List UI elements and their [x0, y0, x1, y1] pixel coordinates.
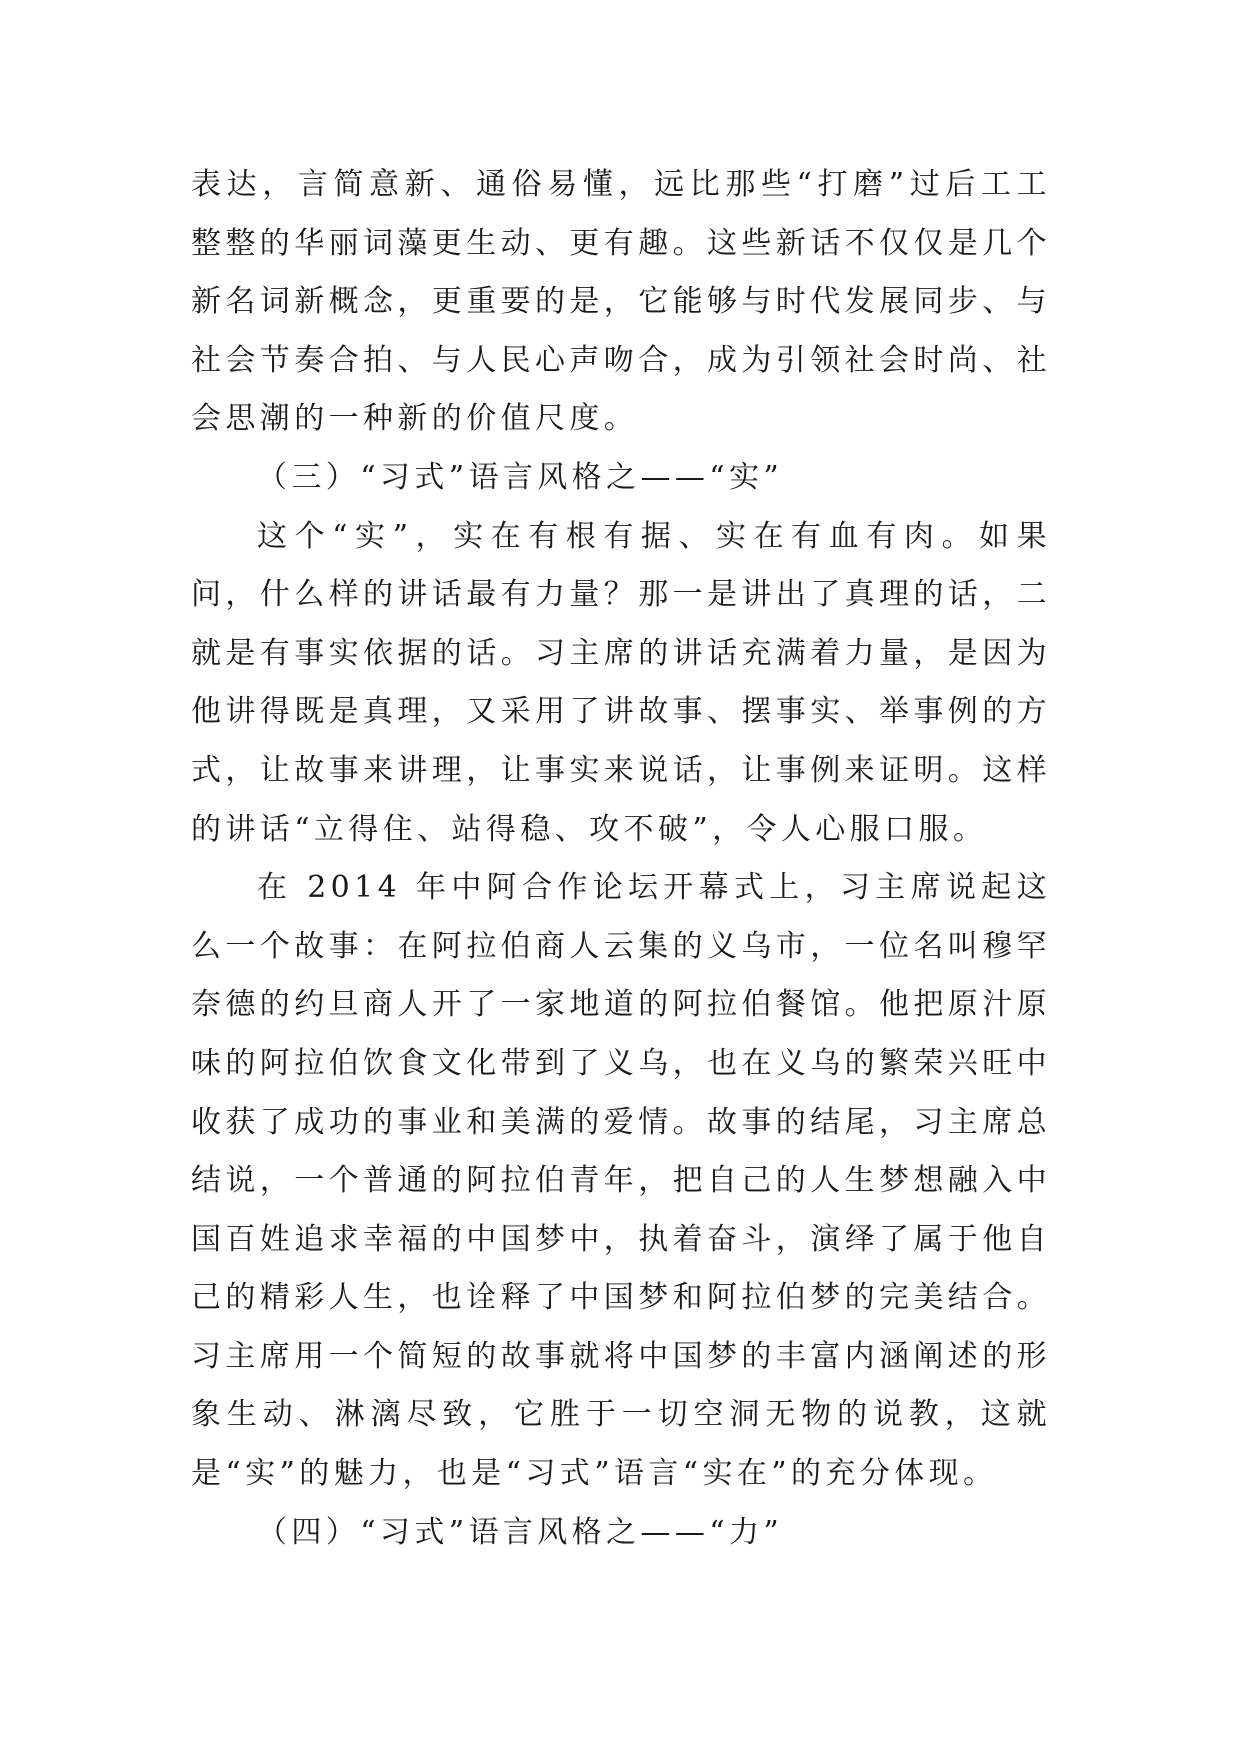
paragraph-continued: 表达，言简意新、通俗易懂，远比那些“打磨”过后工工整整的华丽词藻更生动、更有趣。这些新话不仅仅是几个新名词新概念，更重要的是，它能够与时代发展同步、与社会节奏合拍、与人民心声吻合，成为引领社会时尚、社会思潮的一种新的价值尺度。 — [191, 167, 1051, 437]
paragraph-story: 在 2014 年中阿合作论坛开幕式上，习主席说起这么一个故事：在阿拉伯商人云集的义乌市，一位名叫穆罕奈德的约旦商人开了一家地道的阿拉伯餐馆。他把原汁原味的阿拉伯饮食文化带到了义乌，也在义乌的繁荣兴旺中收获了成功的事业和美满的爱情。故事的结尾，习主席总结说，一个普通的阿拉伯青年，把自己的人生梦想融入中国百姓追求幸福的中国梦中，执着奋斗，演绎了属于他自己的精彩人生，也诠释了中国梦和阿拉伯梦的完美结合。习主席用一个简短的故事就将中国梦的丰富内涵阐述的形象生动、淋漓尽致，它胜于一切空洞无物的说教，这就是“实”的魅力，也是“习式”语言“实在”的充分体现。 — [191, 870, 1051, 1492]
document-body — [191, 156, 1051, 1562]
section-heading-3: （三）“习式”语言风格之——“实” — [257, 459, 784, 495]
paragraph-shi-intro: 这个“实”，实在有根有据、实在有血有肉。如果问，什么样的讲话最有力量？那一是讲出了真理的话，二就是有事实依据的话。习主席的讲话充满着力量，是因为他讲得既是真理，又采用了讲故事、摆事实、举事例的方式，让故事来讲理，让事实来说话，让事例来证明。这样的讲话“立得住、站得稳、攻不破”，令人心服口服。 — [191, 518, 1051, 847]
section-heading-4: （四）“习式”语言风格之——“力” — [257, 1514, 784, 1550]
